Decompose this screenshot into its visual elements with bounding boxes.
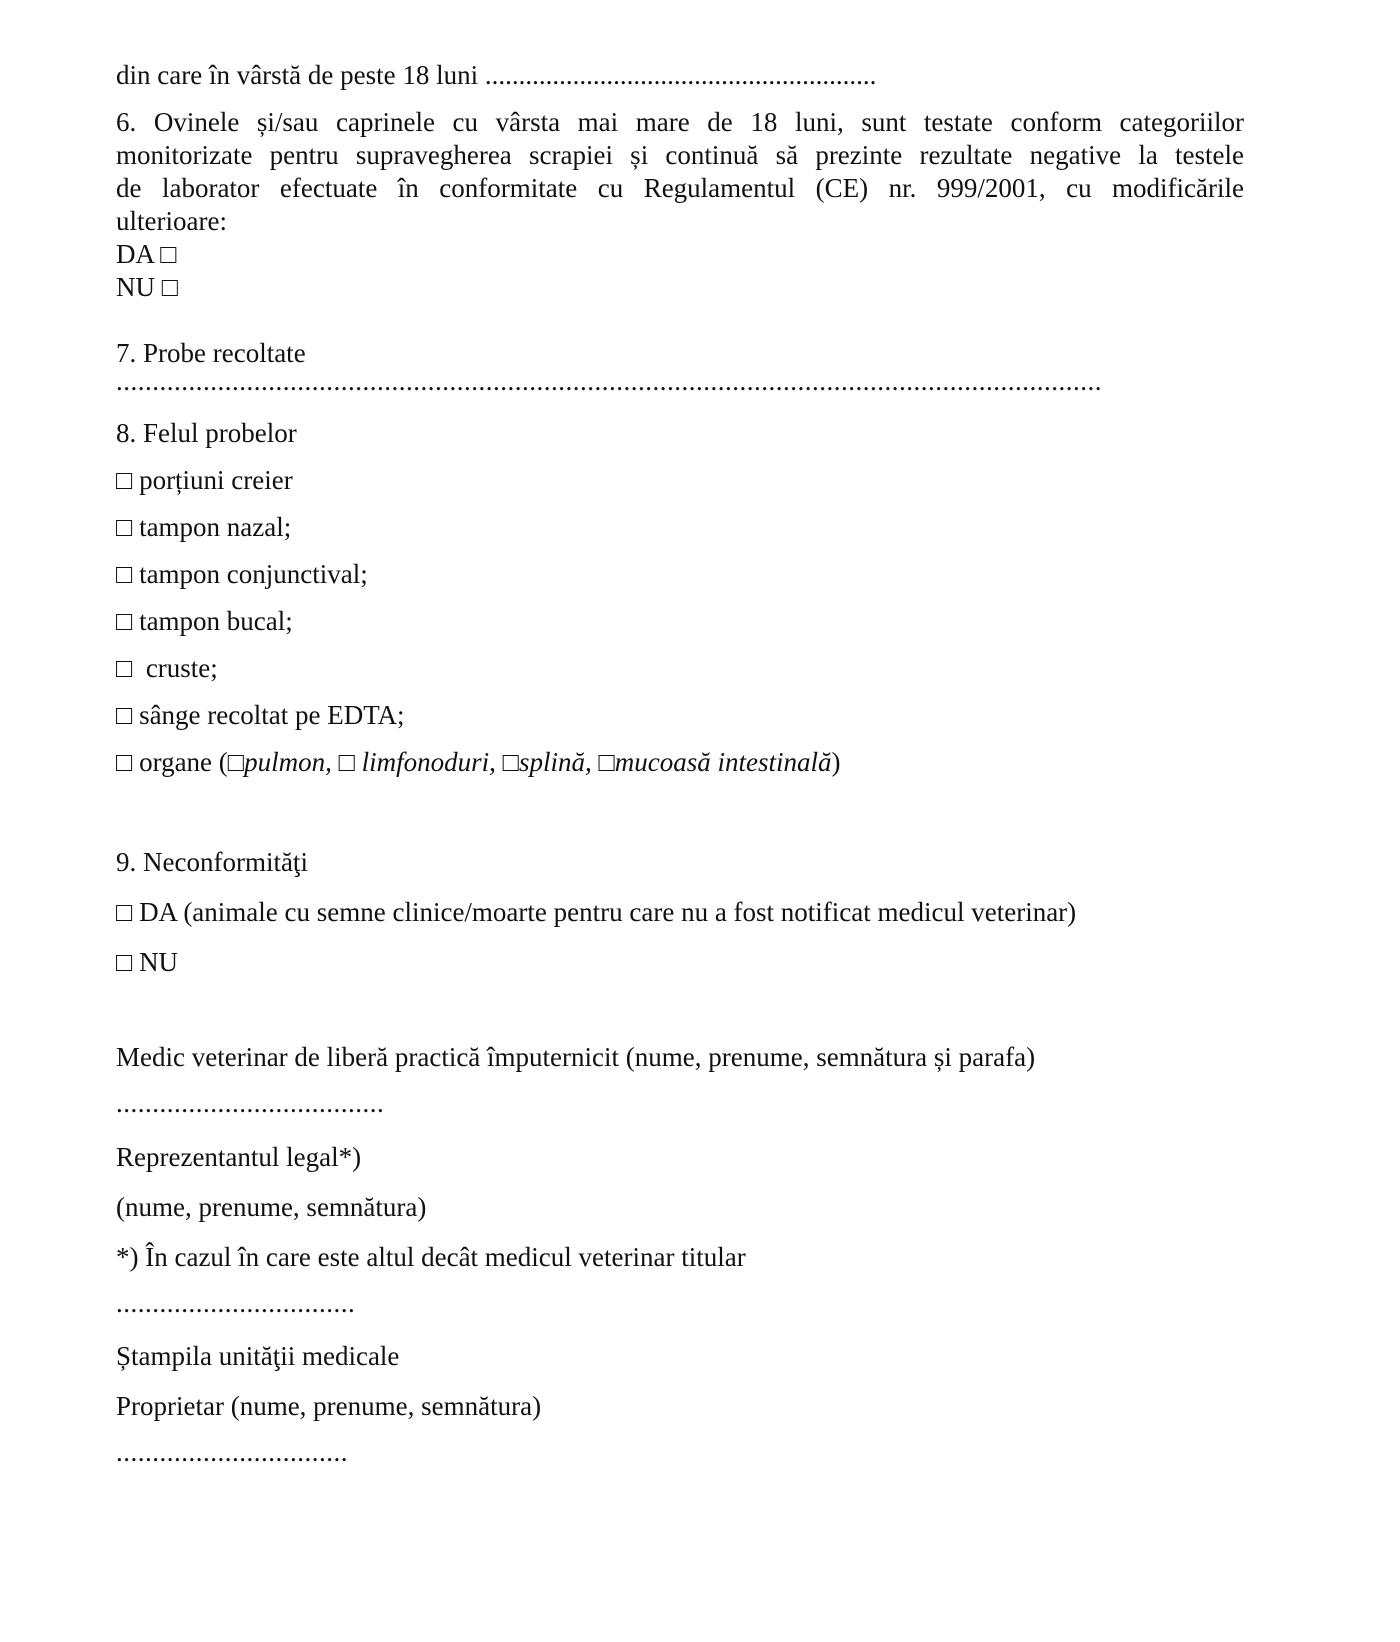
section6-line-4: ulterioare: (116, 206, 227, 236)
sample-label: sânge recoltat pe EDTA; (132, 700, 405, 730)
legal-rep-details: (nume, prenume, semnătura) (116, 1192, 427, 1222)
section6-line-2: monitorizate pentru supravegherea scrapiei și continuă să prezinte rezultate negative la testele (116, 140, 1244, 170)
sample-item-creier[interactable] (116, 463, 293, 497)
checkbox[interactable]: □ (116, 559, 133, 589)
section8-title: 8. Felul probelor (116, 418, 297, 448)
checkbox[interactable]: □ (116, 947, 133, 977)
legal-rep-label: Reprezentantul legal*) (116, 1142, 362, 1172)
intro-line: din care în vârstă de peste 18 luni .......................................................... (116, 60, 877, 90)
organ-pulmon[interactable]: □pulmon, (227, 747, 339, 777)
section6-option-nu[interactable] (116, 270, 178, 304)
sample-label: tampon bucal; (132, 606, 293, 636)
sample-label: tampon conjunctival; (132, 559, 368, 589)
owner-signature-line: ................................ (116, 1437, 348, 1467)
checkbox[interactable]: □ (116, 512, 133, 542)
option-label: NU (116, 272, 155, 302)
sample-item-bucal[interactable] (116, 604, 293, 638)
section6-line-1: 6. Ovinele și/sau caprinele cu vârsta mai mare de 18 luni, sunt testate conform categoriilor (116, 107, 1244, 137)
option-label: DA (animale cu semne clinice/moarte pentru care nu a fost notificat medicul veterinar) (132, 897, 1077, 927)
sample-item-nazal[interactable] (116, 510, 291, 544)
stamp-label: Ștampila unităţii medicale (116, 1341, 400, 1371)
organs-prefix: organe ( (132, 747, 228, 777)
option-label: DA (116, 239, 154, 269)
organs-suffix: ) (831, 747, 841, 777)
sample-item-conjunctival[interactable] (116, 557, 368, 591)
checkbox[interactable]: □ (116, 653, 133, 683)
checkbox-da[interactable]: □ (160, 239, 177, 269)
organ-mucoasa[interactable]: □mucoasă intestinală (598, 747, 832, 777)
checkbox[interactable]: □ (116, 606, 133, 636)
checkbox-nu[interactable]: □ (161, 272, 179, 302)
checkbox[interactable]: □ (116, 897, 133, 927)
sample-label: porțiuni creier (132, 465, 293, 495)
section7-dots: ........................................................................................................................................ (116, 366, 1102, 396)
section6-option-da[interactable] (116, 237, 177, 271)
section6-line-3: de laborator efectuate în conformitate cu Regulamentul (CE) nr. 999/2001, cu modificările (116, 173, 1244, 203)
sample-item-cruste[interactable] (116, 651, 218, 685)
owner-label: Proprietar (nume, prenume, semnătura) (116, 1391, 542, 1421)
legal-rep-signature-line: ................................. (116, 1288, 356, 1318)
checkbox[interactable]: □ (116, 747, 133, 777)
sample-label: tampon nazal; (132, 512, 292, 542)
sample-item-organe[interactable] (116, 745, 841, 779)
sample-label: cruste; (132, 653, 218, 683)
section9-option-da[interactable] (116, 895, 1076, 929)
section9-option-nu[interactable] (116, 945, 178, 979)
sample-item-sange[interactable] (116, 698, 405, 732)
vet-signature-line: ..................................... (116, 1088, 385, 1118)
checkbox[interactable]: □ (116, 700, 133, 730)
section9-title: 9. Neconformităţi (116, 847, 308, 877)
checkbox[interactable]: □ (116, 465, 133, 495)
option-label: NU (132, 947, 179, 977)
organ-splina[interactable]: □splină, (502, 747, 599, 777)
vet-signature-label: Medic veterinar de liberă practică împuternicit (nume, prenume, semnătura și parafa) (116, 1042, 1036, 1072)
footnote: *) În cazul în care este altul decât medicul veterinar titular (116, 1242, 746, 1272)
section7-title: 7. Probe recoltate (116, 338, 306, 368)
organ-limfonoduri[interactable]: □ limfonoduri, (338, 747, 503, 777)
